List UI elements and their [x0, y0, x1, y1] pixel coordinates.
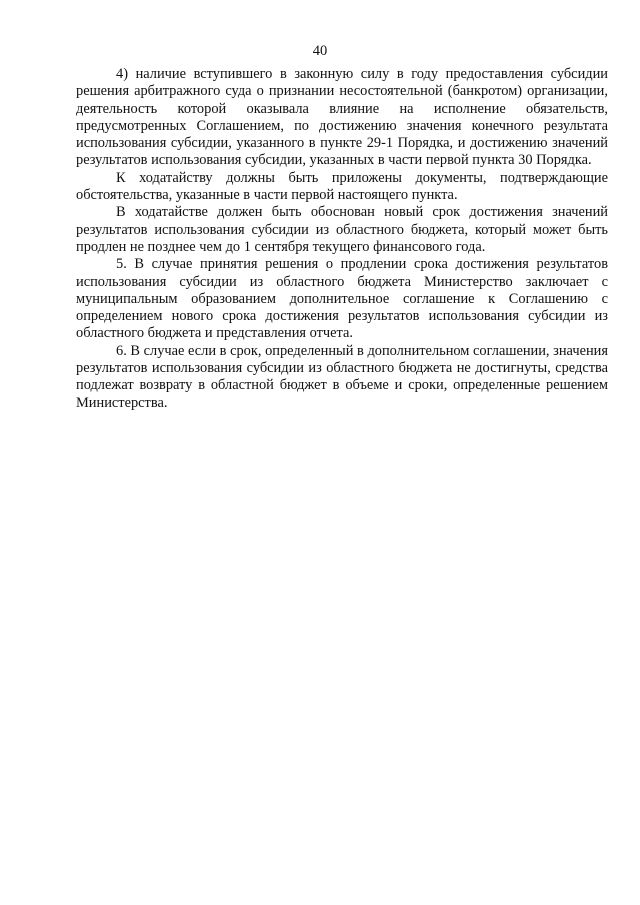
paragraph-clause-5: 5. В случае принятия решения о продлении срока достижения результатов использования субсидии из областного бюджета Министерство заключает с муниципальным образованием дополнительное соглашение к Соглашению с определением нового срока достижения результатов использования субсидии из областного бюджета и представления отчета.	[76, 256, 608, 342]
paragraph-new-deadline: В ходатайстве должен быть обоснован новый срок достижения значений результатов использования субсидии из областного бюджета, который может быть продлен не позднее чем до 1 сентября текущего финансового года.	[76, 204, 608, 255]
paragraph-clause-6: 6. В случае если в срок, определенный в дополнительном соглашении, значения результатов использования субсидии из областного бюджета не достигнуты, средства подлежат возврату в областной бюджет в объеме и сроки, определенные решением Министерства.	[76, 342, 608, 411]
page-number: 40	[312, 43, 328, 59]
paragraph-attachments: К ходатайству должны быть приложены документы, подтверждающие обстоятельства, указанные в части первой настоящего пункта.	[76, 169, 608, 204]
document-body	[76, 66, 608, 412]
paragraph-item-4: 4) наличие вступившего в законную силу в году предоставления субсидии решения арбитражного суда о признании несостоятельной (банкротом) организации, деятельность которой оказывала влияние на исполнение обязательств, предусмотренных Соглашением, по достижению значения конечного результата использования субсидии, указанного в пункте 29-1 Порядка, и достижению значений результатов использования субсидии, указанных в части первой пункта 30 Порядка.	[76, 66, 608, 169]
